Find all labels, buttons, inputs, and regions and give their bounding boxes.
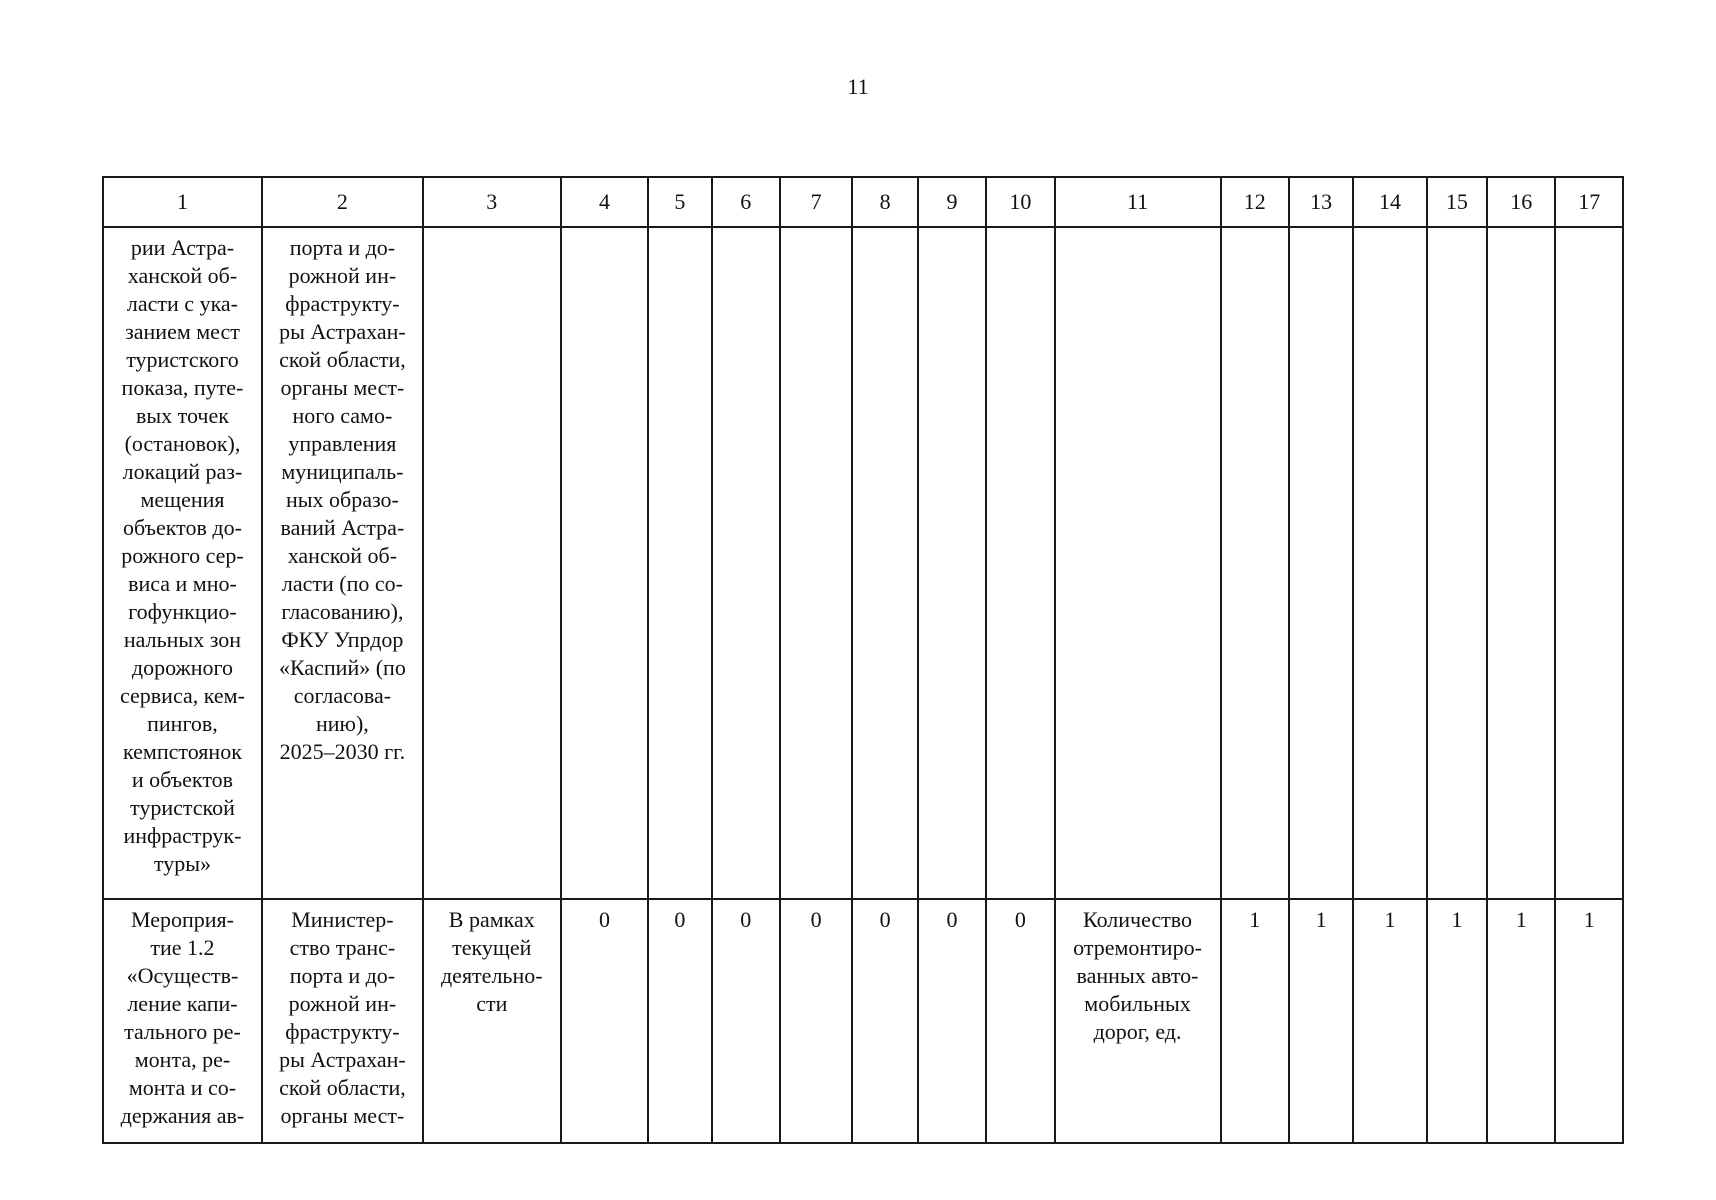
column-number-cell: 9 — [918, 177, 986, 227]
table-cell — [780, 899, 852, 1143]
column-number-cell: 2 — [262, 177, 423, 227]
table-cell — [648, 227, 711, 899]
table-cell — [852, 899, 917, 1143]
cell-text: 1 — [1583, 907, 1595, 932]
column-number-cell: 14 — [1353, 177, 1426, 227]
table-cell — [1427, 899, 1487, 1143]
cell-text: В рамках текущей деятельно- сти — [440, 907, 543, 1016]
cell-text: 1 — [1515, 907, 1527, 932]
table-cell — [262, 899, 423, 1143]
cell-text: 1 — [1451, 907, 1463, 932]
table-cell — [1353, 899, 1426, 1143]
cell-text: 1 — [1384, 907, 1396, 932]
table-cell — [712, 899, 780, 1143]
column-number-cell: 15 — [1427, 177, 1487, 227]
table-cell — [1055, 899, 1221, 1143]
table-cell — [918, 899, 986, 1143]
cell-text: 0 — [879, 907, 891, 932]
column-number-cell: 3 — [423, 177, 561, 227]
table-cell — [1427, 227, 1487, 899]
table-cell — [986, 899, 1054, 1143]
column-number-cell: 7 — [780, 177, 852, 227]
cell-text: 1 — [1315, 907, 1327, 932]
table-cell — [1487, 227, 1555, 899]
table-cell — [780, 227, 852, 899]
page-number: 11 — [847, 74, 869, 99]
column-number-cell: 1 — [103, 177, 262, 227]
table-row — [103, 899, 1623, 1143]
table-cell — [712, 227, 780, 899]
table-cell — [1055, 227, 1221, 899]
program-table — [102, 176, 1624, 1144]
cell-text: Мероприя- тие 1.2 «Осуществ- ление капи- тального ре- монта, ре- монта и со- держания ав- — [120, 907, 245, 1128]
table-cell — [1487, 899, 1555, 1143]
column-number-cell: 17 — [1555, 177, 1623, 227]
table-cell — [423, 227, 561, 899]
cell-text: рии Астра- ханской об- ласти с ука- занием мест туристского показа, путе- вых точек (остановок), локаций раз- мещения объектов до- рожного сер- виса и мно- гофункцио- нальных зон дорожного сервиса, кем- пингов, кемпстоянок и объектов туристской инфраструк- туры» — [120, 235, 245, 876]
cell-text: 0 — [810, 907, 822, 932]
column-number-cell: 16 — [1487, 177, 1555, 227]
table-cell — [1221, 899, 1289, 1143]
cell-text: Количество отремонтиро- ванных авто- мобильных дорог, ед. — [1073, 907, 1202, 1044]
table-cell — [1289, 899, 1353, 1143]
column-number-cell: 6 — [712, 177, 780, 227]
table-cell — [1289, 227, 1353, 899]
table-cell — [103, 899, 262, 1143]
column-number-cell: 12 — [1221, 177, 1289, 227]
table-cell — [262, 227, 423, 899]
table-row — [103, 227, 1623, 899]
table-cell — [561, 227, 649, 899]
column-number-cell: 5 — [648, 177, 711, 227]
cell-text: 0 — [598, 907, 610, 932]
table-cell — [423, 899, 561, 1143]
table-header-row — [103, 177, 1623, 227]
cell-text: 1 — [1249, 907, 1261, 932]
cell-text: 0 — [946, 907, 958, 932]
column-number-cell: 8 — [852, 177, 917, 227]
cell-text: порта и до- рожной ин- фраструкту- ры Астрахан- ской области, органы мест- ного само- управления муниципаль- ных образо- ваний Астра- ханской об- ласти (по со- гласованию), ФКУ Упрдор «Каспий» (по согласова- нию), 2025–2030 гг. — [278, 235, 406, 764]
cell-text: Министер- ство транс- порта и до- рожной ин- фраструкту- ры Астрахан- ской области, органы мест- — [279, 907, 406, 1128]
table-cell — [918, 227, 986, 899]
table-cell — [648, 899, 711, 1143]
cell-text: 0 — [1014, 907, 1026, 932]
table-cell — [103, 227, 262, 899]
table-cell — [986, 227, 1054, 899]
table-cell — [1555, 899, 1623, 1143]
column-number-cell: 11 — [1055, 177, 1221, 227]
table-cell — [852, 227, 917, 899]
column-number-cell: 4 — [561, 177, 649, 227]
table-cell — [1353, 227, 1426, 899]
cell-text: 0 — [674, 907, 686, 932]
cell-text: 0 — [740, 907, 752, 932]
column-number-cell: 10 — [986, 177, 1054, 227]
table-cell — [1221, 227, 1289, 899]
table-cell — [561, 899, 649, 1143]
table-cell — [1555, 227, 1623, 899]
column-number-cell: 13 — [1289, 177, 1353, 227]
